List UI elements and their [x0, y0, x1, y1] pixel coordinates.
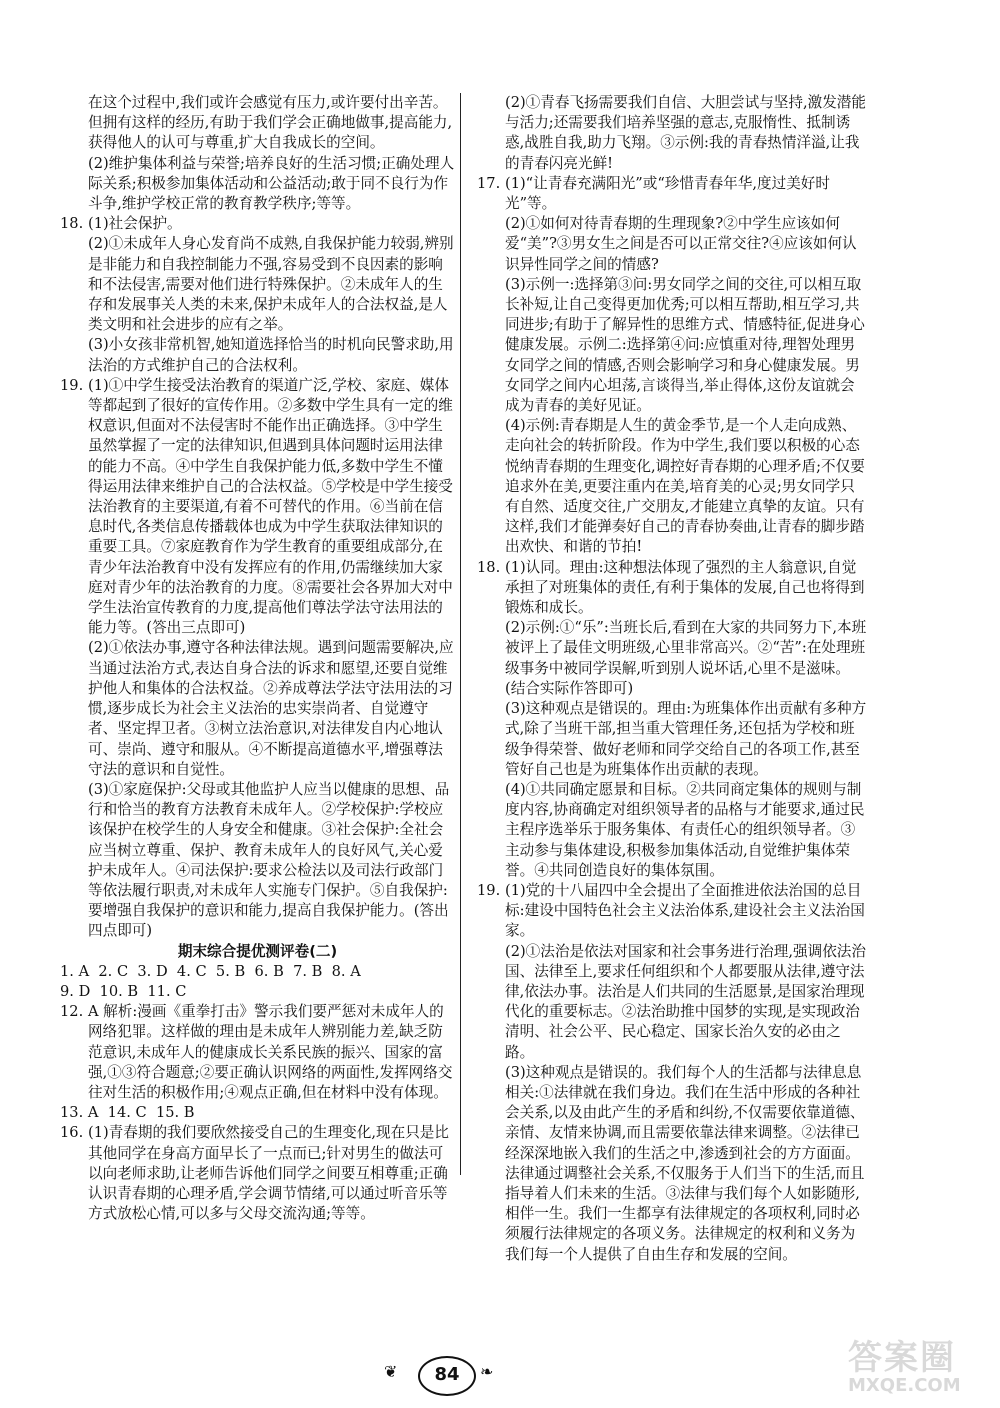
question-16: [60, 1123, 455, 1224]
question-17: [477, 174, 867, 558]
paragraph: (3)示例一:选择第③问:男女同学之间的交往,可以相互取长补短,让自己变得更加优秀;可以相互帮助,相互学习,共同进步;有助于了解异性的思维方式、情感特征,促进身心健康发展。示例二:选择第④问:应慎重对待,理智处理男女同学之间的情感,否则会影响学习和身心健康发展。男女同学之间内心坦荡,言谈得当,举止得体,这份友谊就会成为青春的美好见证。: [505, 275, 865, 415]
paragraph: (1)认同。理由:这种想法体现了强烈的主人翁意识,自觉承担了对班集体的责任,有利于集体的发展,自己也将得到锻炼和成长。: [505, 558, 865, 617]
leaf-ornament-icon: ❧: [480, 1362, 494, 1381]
continued-answer: [60, 93, 455, 214]
leaf-ornament-icon: ❦: [384, 1362, 398, 1381]
paragraph: (1)社会保护。: [88, 215, 182, 233]
paragraph: (1)党的十八届四中全会提出了全面推进依法治国的总目标:建设中国特色社会主义法治体系,建设社会主义法治国家。: [505, 881, 865, 940]
paragraph: (2)示例:①“乐”:当班长后,看到在大家的共同努力下,本班被评上了最佳文明班级,心里非常高兴。②“苦”:在处理班级事务中被同学误解,听到别人说坏话,心里不是滋味。(结合实际作答即可): [505, 619, 867, 697]
paragraph: (4)①共同确定愿景和目标。②共同商定集体的规则与制度内容,协商确定对组织领导者的品格与才能要求,通过民主程序选举乐于服务集体、有责任心的组织领导者。③主动参与集体建设,积极参加集体活动,自觉维护集体荣誉。④共同创造良好的集体氛围。: [505, 780, 865, 879]
paragraph: (3)这种观点是错误的。我们每个人的生活都与法律息息相关:①法律就在我们身边。我们在生活中形成的各种社会关系,以及由此产生的矛盾和纠纷,不仅需要依靠道德、亲情、友情来协调,而且需要依靠法律来调整。②法律已经深深地嵌入我们的生活之中,渗透到社会的方方面面。法律通过调整社会关系,不仅服务于人们当下的生活,而且指导着人们未来的生活。③法律与我们每个人如影随形,相伴一生。我们一生都享有法律规定的各项权利,同时必须履行法律规定的各项义务。法律规定的权利和义务为我们每一个人提供了自由生存和发展的空间。: [505, 1063, 865, 1263]
question-number: 18.: [477, 558, 501, 576]
paragraph: (1)“让青春充满阳光”或“珍惜青春年华,度过美好时光”等。: [505, 174, 830, 213]
paragraph: (2)维护集体利益与荣誉;培养良好的生活习惯;正确处理人际关系;积极参加集体活动和公益活动;敢于同不良行为作斗争,维护学校正常的教育教学秩序;等等。: [88, 154, 455, 213]
question-number: 18.: [60, 215, 84, 233]
paragraph: (2)①未成年人身心发育尚不成熟,自我保护能力较弱,辨别是非能力和自我控制能力不强,容易受到不良因素的影响和不法侵害,需要对他们进行特殊保护。②未成年人的生存和发展事关人类的未来,保护未成年人的合法权益,是人类文明和社会进步的应有之举。: [88, 235, 454, 334]
column-divider: [460, 93, 461, 1175]
paragraph: (2)①法治是依法对国家和社会事务进行治理,强调依法治国、法律至上,要求任何组织和个人都要服从法律,遵守法律,依法办事。法治是人们共同的生活愿景,是国家治理现代化的重要标志。②法治助推中国梦的实现,是实现政治清明、社会公平、民心稳定、国家长治久安的必由之路。: [505, 942, 866, 1061]
mc-answers-line: 1. A 2. C 3. D 4. C 5. B 6. B 7. B 8. A: [60, 962, 361, 980]
question-number: 19.: [477, 881, 501, 899]
question-number: 16.: [60, 1124, 84, 1142]
paragraph: (1)青春期的我们要欣然接受自己的生理变化,现在只是比其他同学在身高方面早长了一点而已;针对男生的做法可以向老师求助,让老师告诉他们同学之间要互相尊重;正确认识青春期的心理矛盾,学会调节情绪,可以通过听音乐等方式放松心情,可以多与父母交流沟通;等等。: [88, 1124, 449, 1223]
mc-answers-line: 9. D 10. B 11. C: [60, 982, 187, 1000]
left-column: [60, 93, 455, 1224]
question-18: [477, 558, 867, 881]
right-column: [477, 93, 867, 1265]
continued-answer: [477, 93, 867, 174]
watermark-text: 答案圈: [848, 1338, 956, 1378]
question-number: 12.: [60, 1003, 84, 1021]
question-19: [60, 376, 455, 942]
watermark-url: MXQE.COM: [848, 1375, 961, 1396]
question-number: 19.: [60, 376, 84, 394]
question-19: [477, 881, 867, 1265]
section-title: 期末综合提优测评卷(二): [177, 942, 338, 960]
paragraph: 在这个过程中,我们或许会感觉有压力,或许要付出辛苦。但拥有这样的经历,有助于我们学会正确地做事,提高能力,获得他人的认可与尊重,扩大自我成长的空间。: [88, 94, 453, 152]
paragraph: A 解析:漫画《重拳打击》警示我们要严惩对未成年人的网络犯罪。这样做的理由是未成年人辨别能力差,缺乏防范意识,未成年人的健康成长关系民族的振兴、国家的富强,①③符合题意;②要正确认识网络的两面性,发挥网络交往对生活的积极作用;④观点正确,但在材料中没有体现。: [88, 1003, 453, 1101]
paragraph: (4)示例:青春期是人生的黄金季节,是一个人走向成熟、走向社会的转折阶段。作为中学生,我们要以积极的心态悦纳青春期的生理变化,调控好青春期的心理矛盾;不仅要追求外在美,更要注重内在美,培育美的心灵;男女同学只有自然、适度交往,广交朋友,才能建立真挚的友谊。只有这样,我们才能弹奏好自己的青春协奏曲,让青春的脚步踏出欢快、和谐的节拍!: [505, 417, 865, 556]
paragraph: (2)①依法办事,遵守各种法律法规。遇到问题需要解决,应当通过法治方式,表达自身合法的诉求和愿望,还要自觉维护他人和集体的合法权益。②养成尊法学法守法用法的习惯,逐步成长为社会主义法治的忠实崇尚者、自觉遵守者、坚定捍卫者。③树立法治意识,对法律发自内心地认可、崇尚、遵守和服从。④不断提高道德水平,增强尊法守法的意识和自觉性。: [88, 639, 454, 778]
mc-answers-line: 13. A 14. C 15. B: [60, 1104, 195, 1122]
paragraph: (2)①青春飞扬需要我们自信、大胆尝试与坚持,激发潜能与活力;还需要我们培养坚强的意志,克服惰性、抵制诱惑,战胜自我,助力飞翔。③示例:我的青春热情洋溢,让我的青春闪亮光鲜!: [505, 94, 866, 172]
paragraph: (3)小女孩非常机智,她知道选择恰当的时机向民警求助,用法治的方式维护自己的合法权利。: [88, 336, 454, 374]
watermark-logo: [848, 1330, 988, 1400]
paragraph: (2)①如何对待青春期的生理现象?②中学生应该如何爱“美”?③男女生之间是否可以正常交往?④应该如何认识异性同学之间的情感?: [505, 215, 857, 273]
paragraph: (3)这种观点是错误的。理由:为班集体作出贡献有多种方式,除了当班干部,担当重大管理任务,还包括为学校和班级争得荣誉、做好老师和同学交给自己的各项工作,甚至管好自己也是为班集体作出贡献的表现。: [505, 700, 867, 778]
paragraph: (3)①家庭保护:父母或其他监护人应当以健康的思想、品行和恰当的教育方法教育未成年人。②学校保护:学校应该保护在校学生的人身安全和健康。③社会保护:全社会应当树立尊重、保护、教育未成年人的良好风气,关心爱护未成年人。④司法保护:要求公检法以及司法行政部门等依法履行职责,对未成年人实施专门保护。⑤自我保护:要增强自我保护的意识和能力,提高自我保护能力。(答出四点即可): [88, 780, 450, 940]
paragraph: (1)①中学生接受法治教育的渠道广泛,学校、家庭、媒体等都起到了很好的宣传作用。②多数中学生具有一定的维权意识,但面对不法侵害时不能作出正确选择。③中学生虽然掌握了一定的法律知识,但遇到具体问题时运用法律的能力不高。④中学生自我保护能力低,多数中学生不懂得运用法律来维护自己的合法权益。⑤学校是中学生接受法治教育的主要渠道,有着不可替代的作用。⑥当前在信息时代,各类信息传播载体也成为中学生获取法律知识的重要工具。⑦家庭教育作为学生教育的重要组成部分,在青少年法治教育中没有发挥应有的作用,仍需继续加大家庭对青少年的法治教育的力度。⑧需要社会各界加大对中学生法治宣传教育的力度,提高他们尊法学法守法用法的能力等。(答出三点即可): [88, 376, 453, 637]
question-18: [60, 214, 455, 376]
question-number: 17.: [477, 174, 501, 192]
question-12: [60, 1002, 455, 1103]
page-number: 84: [418, 1356, 476, 1396]
